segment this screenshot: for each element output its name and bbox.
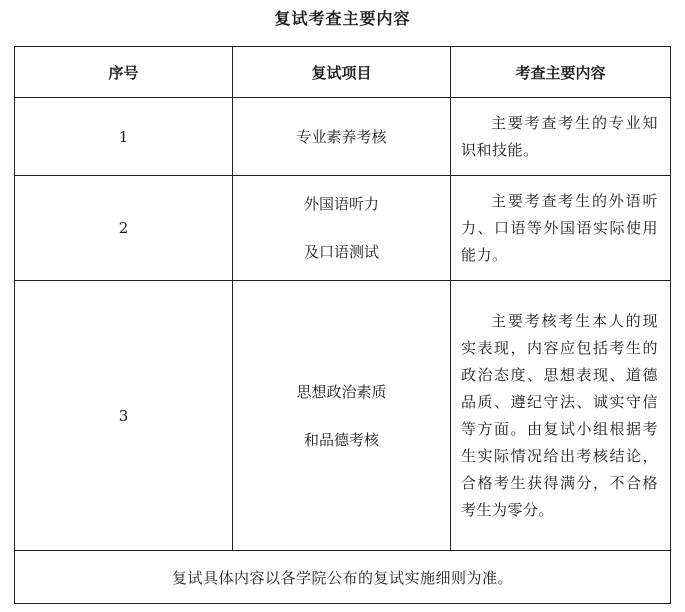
header-content: 考查主要内容 <box>451 47 671 98</box>
row-content-text: 主要考核考生本人的现实表现，内容应包括考生的政治态度、思想表现、道德品质、遵纪守法、诚实守信等方面。由复试小组根据考生实际情况给出考核结论，合格考生获得满分，不合格考生为零分。 <box>461 311 658 519</box>
row-number: 2 <box>15 176 233 281</box>
table-footer-row <box>15 551 671 604</box>
row-content-text: 主要考查考生的专业知识和技能。 <box>461 113 658 159</box>
exam-content-table <box>14 46 671 604</box>
row-item-line: 及口语测试 <box>303 243 379 261</box>
row-item <box>233 281 451 551</box>
row-item-line: 和品德考核 <box>303 430 379 449</box>
table-row <box>15 98 671 176</box>
row-content <box>451 176 671 281</box>
row-content-text: 主要考查考生的外语听力、口语等外国语实际使用能力。 <box>461 191 658 264</box>
table-row <box>15 281 671 551</box>
row-item <box>233 176 451 281</box>
row-item-line: 外国语听力 <box>303 195 379 213</box>
page-title: 复试考查主要内容 <box>274 9 411 28</box>
row-number: 3 <box>15 281 233 551</box>
table-row <box>15 176 671 281</box>
header-number: 序号 <box>15 47 233 98</box>
row-content <box>451 281 671 551</box>
header-item: 复试项目 <box>233 47 451 98</box>
table-footer-note: 复试具体内容以各学院公布的复试实施细则为准。 <box>15 551 671 604</box>
row-content <box>451 98 671 176</box>
row-item-line: 思想政治素质 <box>296 382 387 401</box>
table-header-row <box>15 47 671 98</box>
row-item-line: 专业素养考核 <box>296 127 387 146</box>
row-number: 1 <box>15 98 233 176</box>
row-item <box>233 98 451 176</box>
